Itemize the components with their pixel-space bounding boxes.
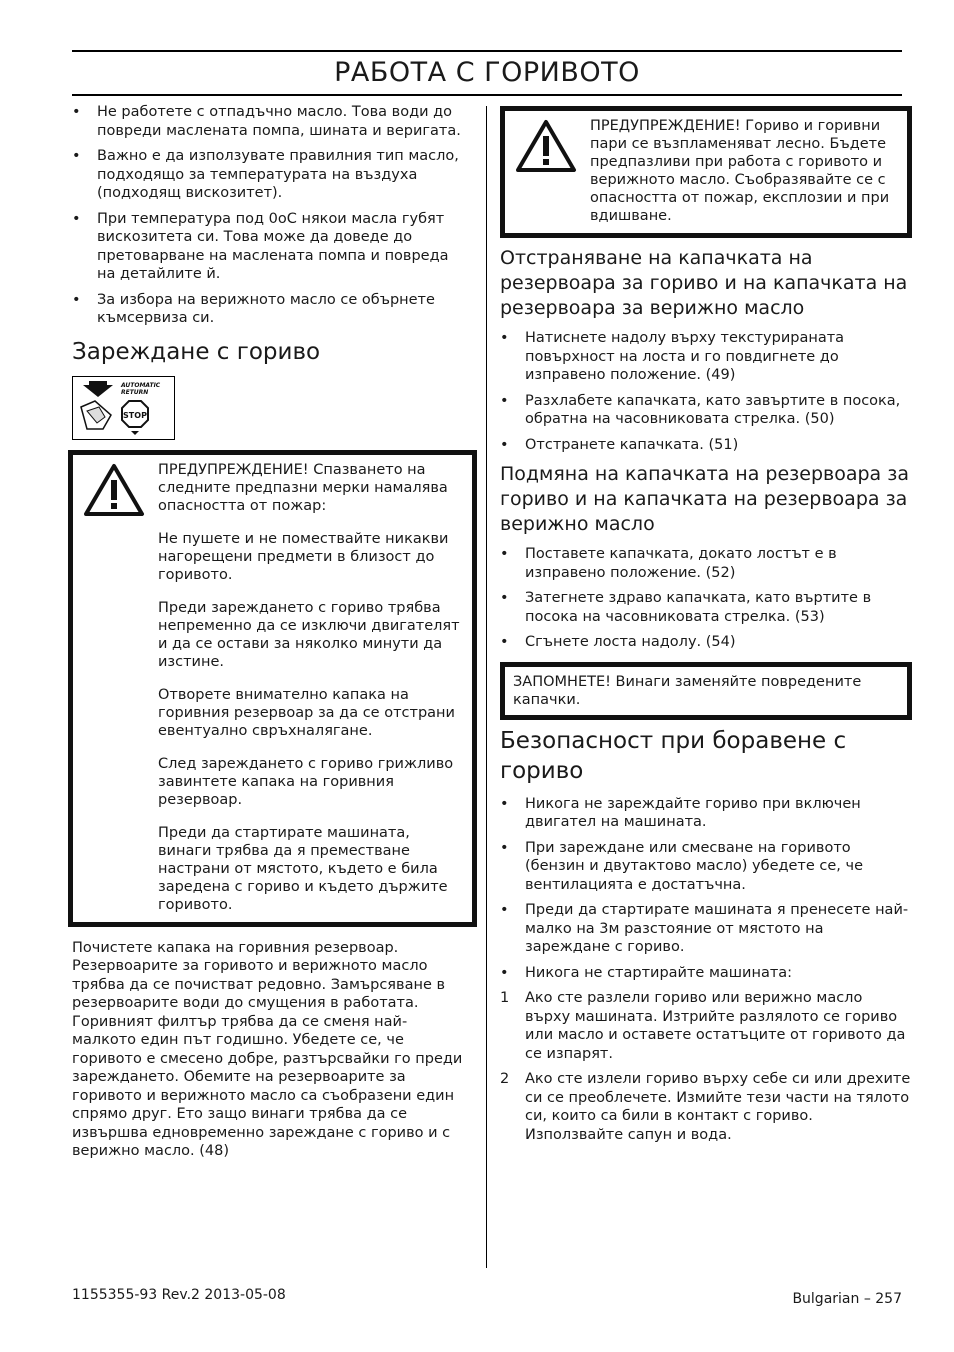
warning-text: След зареждането с гориво грижливо завинтете капака на горивния резервоар. bbox=[158, 755, 454, 808]
numbered-item: 2 Ако сте излели гориво върху себе си или дрехите си се преоблечете. Измийте тези части на тялото си, които са били в контакт с гориво. Използвайте сапун и вода. bbox=[500, 1070, 912, 1144]
numbered-item: 1 Ако сте разлели гориво или верижно масло върху машината. Изтрийте разлялото се гориво или масло и оставете остатъците от горивото да се изпарят. bbox=[500, 989, 912, 1063]
list-item: • Сгънете лоста надолу. (54) bbox=[500, 633, 912, 652]
tank-cleaning-paragraph: Почистете капака на горивния резервоар. Резервоарите за горивото и верижното масло трябва да се почистват редовно. Замърсяване в резервоарите води до смущения в работата. Горивният филтър трябва да се сменя най-малкото един път годишно. Убедете се, че горивото е смесено добре, разтърсвайки го преди зареждането. Обемите на резервоарите за горивото и верижното масло са съобразени един спрямо друг. Ето защо винаги трябва да се извършва едновременно зареждане с гориво и с верижно масло. (48) bbox=[72, 939, 463, 1159]
document-id: 1155355-93 Rev.2 2013-05-08 bbox=[72, 1287, 286, 1303]
page-title: РАБОТА С ГОРИВОТО bbox=[334, 57, 640, 88]
list-item: • Натиснете надолу върху текстурираната повърхност на лоста и го повдигнете до изправено положение. (49) bbox=[500, 329, 912, 385]
section-heading-fueling: Зареждане с гориво bbox=[72, 338, 321, 365]
list-item: • Никога не зареждайте гориво при включен двигател на машината. bbox=[500, 795, 912, 832]
section-heading-cap-replacement: Подмяна на капачката на резервоара за гориво и на капачката на резервоара за верижно масло bbox=[500, 463, 909, 535]
list-item: • Важно е да използувате правилния тип масло, подходящо за температурата на въздуха (подходящ вискозитет). bbox=[72, 147, 468, 203]
section-heading-fuel-safety: Безопасност при боравене с гориво bbox=[500, 727, 847, 784]
warning-text: Преди да стартирате машината, винаги трябва да я преместване настрани от мястото, където е била заредена с гориво и където държите горивото. bbox=[158, 824, 448, 913]
fuel-safety-list bbox=[500, 795, 912, 983]
warning-text: Не пушете и не помествайте никакви нагорещени предмети в близост до горивото. bbox=[158, 530, 449, 583]
left-column bbox=[72, 103, 468, 1161]
header-rule-bottom bbox=[72, 94, 902, 96]
cap-removal-list bbox=[500, 329, 912, 454]
fuel-vapour-warning-box bbox=[500, 106, 912, 238]
list-item: • При температура под 0оС някои масла губят вискозитета си. Това може да доведе до претоварване на маслената помпа и повреда на детайлите й. bbox=[72, 210, 468, 284]
list-item: • Отстранете капачката. (51) bbox=[500, 436, 912, 455]
list-item: • За избора на верижното масло се обърнете къмсервиза си. bbox=[72, 291, 468, 328]
column-divider bbox=[486, 106, 487, 1268]
warning-text: Отворете внимателно капака на горивния резервоар за да се отстрани евентуално свръхналягане. bbox=[158, 686, 455, 739]
section-heading-cap-removal: Отстраняване на капачката на резервоара за гориво и на капачката на резервоара за верижно масло bbox=[500, 247, 908, 319]
numbered-list bbox=[500, 989, 912, 1144]
list-item: • Никога не стартирайте машината: bbox=[500, 964, 912, 983]
list-item: • Преди да стартирате машината я пренесете най-малко на 3м разстояние от мястото на зареждане с гориво. bbox=[500, 901, 912, 957]
symbol-label-1: AUTOMATIC bbox=[121, 381, 161, 389]
right-column bbox=[500, 106, 912, 1151]
warning-text: ПРЕДУПРЕЖДЕНИЕ! Гориво и горивни пари се възпламеняват лесно. Бъдете предпазливи при работа с горивото и верижното масло. Съобразявайте се с опасността от пожар, експлозии и при вдишване. bbox=[590, 118, 890, 224]
list-item: • Разхлабете капачката, като завъртите в посока, обратна на часовниковата стрелка. (50) bbox=[500, 392, 912, 429]
page-number: Bulgarian – 257 bbox=[792, 1291, 902, 1307]
note-box: ЗАПОМНЕТЕ! Винаги заменяйте повредените капачки. bbox=[500, 662, 912, 720]
warning-triangle-icon bbox=[515, 119, 577, 173]
header-rule-top bbox=[72, 50, 902, 52]
warning-text: ПРЕДУПРЕЖДЕНИЕ! Спазването на следните предпазни мерки намалява опасността от пожар: bbox=[158, 461, 448, 514]
oil-bullet-list bbox=[72, 103, 468, 328]
fuel-stop-icon bbox=[73, 377, 173, 438]
warning-text: Преди зареждането с гориво трябва непременно да се изключи двигателят и да се остави за няколко минути да изстине. bbox=[158, 599, 460, 670]
warning-triangle-icon bbox=[83, 463, 145, 517]
stop-label: STOP bbox=[123, 410, 147, 420]
fire-warning-box bbox=[68, 450, 477, 927]
symbol-label-2: RETURN bbox=[121, 388, 149, 396]
list-item: • Затегнете здраво капачката, като въртите в посока на часовниковата стрелка. (53) bbox=[500, 589, 912, 626]
automatic-return-stop-symbol bbox=[72, 376, 175, 440]
list-item: • При зареждане или смесване на горивото (бензин и двутактово масло) убедете се, че вентилацията е достатъчна. bbox=[500, 839, 912, 895]
list-item: • Поставете капачката, докато лостът е в изправено положение. (52) bbox=[500, 545, 912, 582]
list-item: • Не работете с отпадъчно масло. Това води до повреди маслената помпа, шината и веригата. bbox=[72, 103, 468, 140]
cap-replacement-list bbox=[500, 545, 912, 652]
